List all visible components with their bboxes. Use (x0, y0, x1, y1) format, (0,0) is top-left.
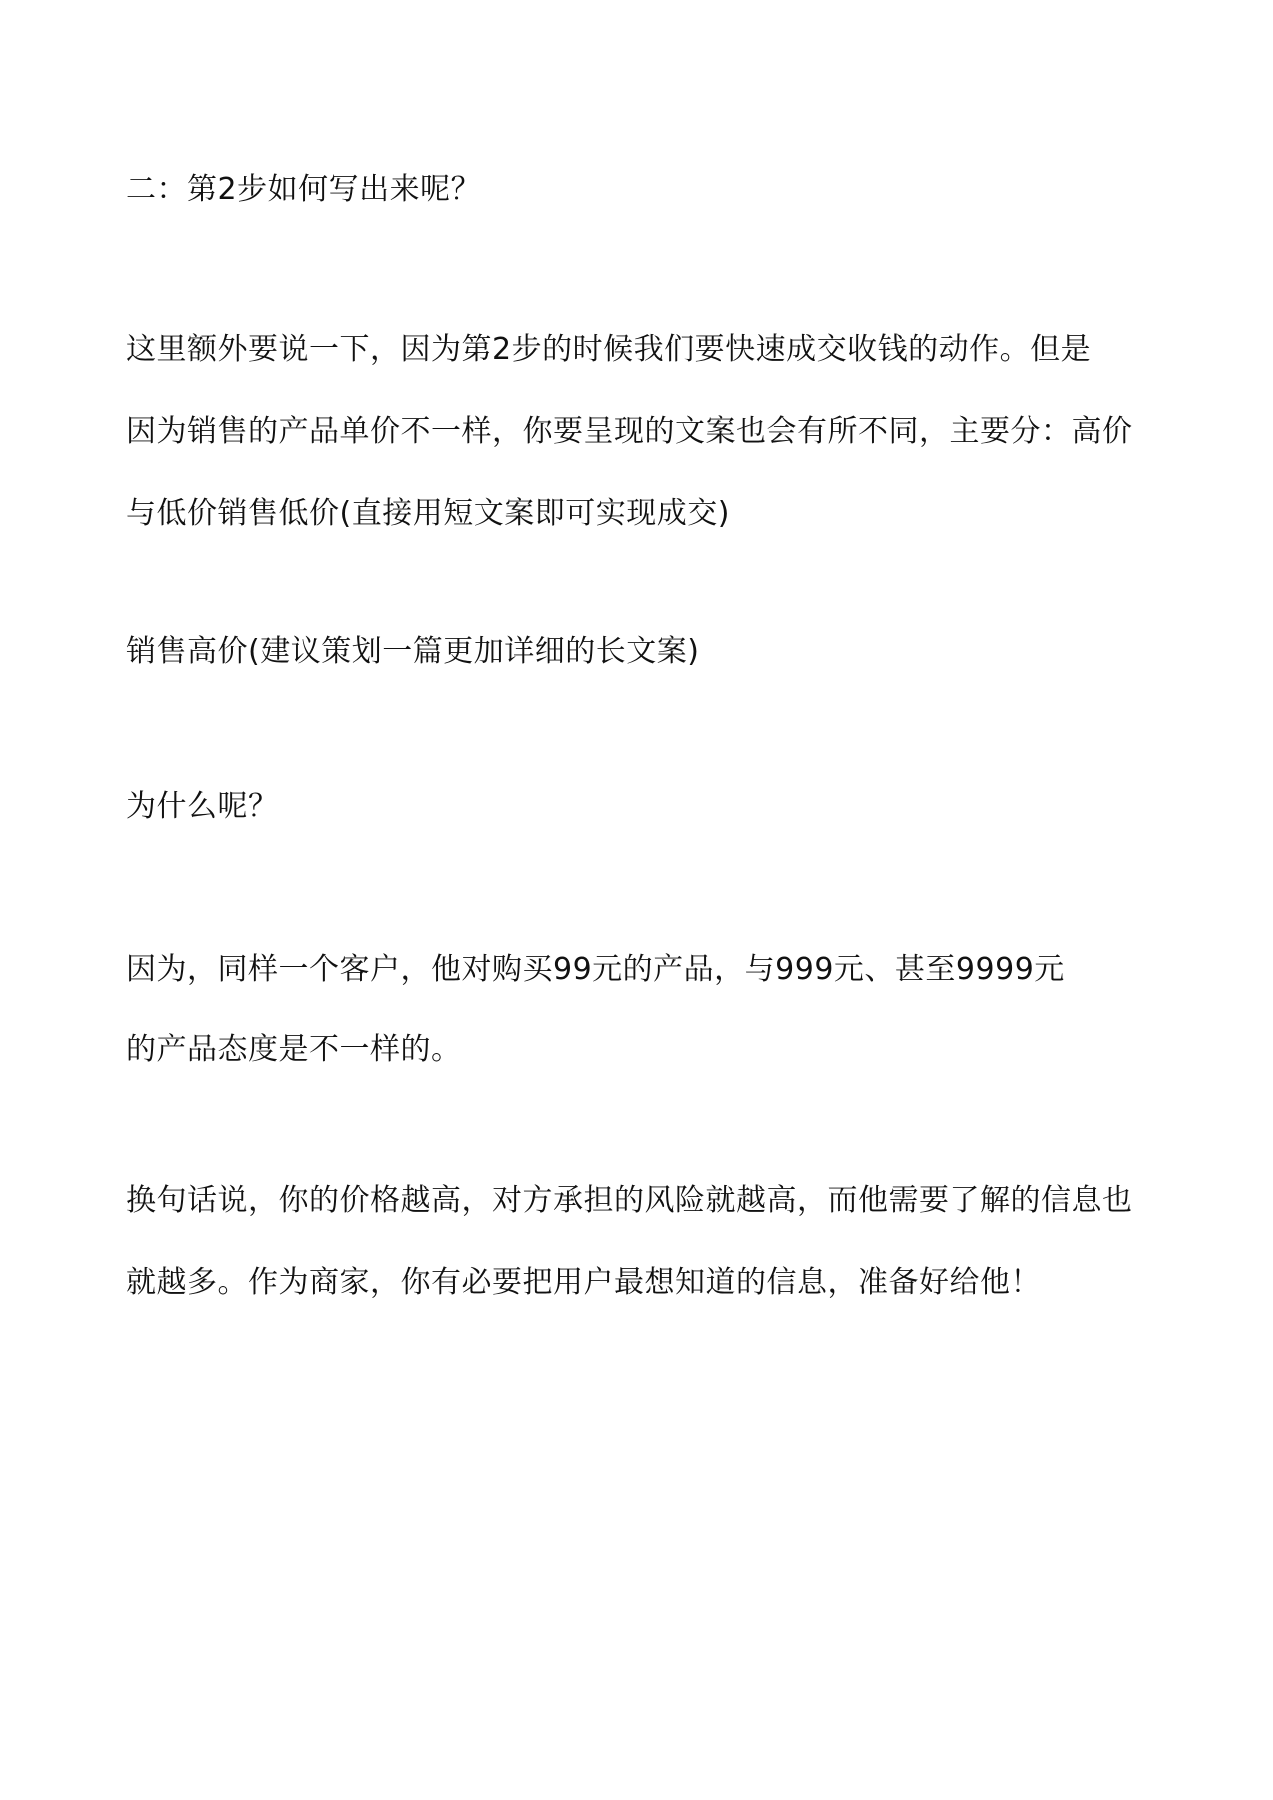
section-heading: 二：第2步如何写出来呢？ (126, 172, 482, 207)
paragraph-line: 因为销售的产品单价不一样，你要呈现的文案也会有所不同，主要分：高价 (126, 414, 1133, 449)
paragraph-line: 因为，同样一个客户，他对购买99元的产品，与999元、甚至9999元 (126, 952, 1065, 987)
paragraph-line: 为什么呢？ (126, 789, 279, 824)
paragraph-line: 与低价销售低价(直接用短文案即可实现成交) (126, 496, 730, 531)
paragraph-line: 换句话说，你的价格越高，对方承担的风险就越高，而他需要了解的信息也 (126, 1183, 1133, 1218)
paragraph-line: 就越多。作为商家，你有必要把用户最想知道的信息，准备好给他！ (126, 1265, 1041, 1300)
paragraph-line: 的产品态度是不一样的。 (126, 1032, 462, 1067)
paragraph-line: 销售高价(建议策划一篇更加详细的长文案) (126, 634, 700, 669)
paragraph-line: 这里额外要说一下，因为第2步的时候我们要快速成交收钱的动作。但是 (126, 332, 1092, 367)
